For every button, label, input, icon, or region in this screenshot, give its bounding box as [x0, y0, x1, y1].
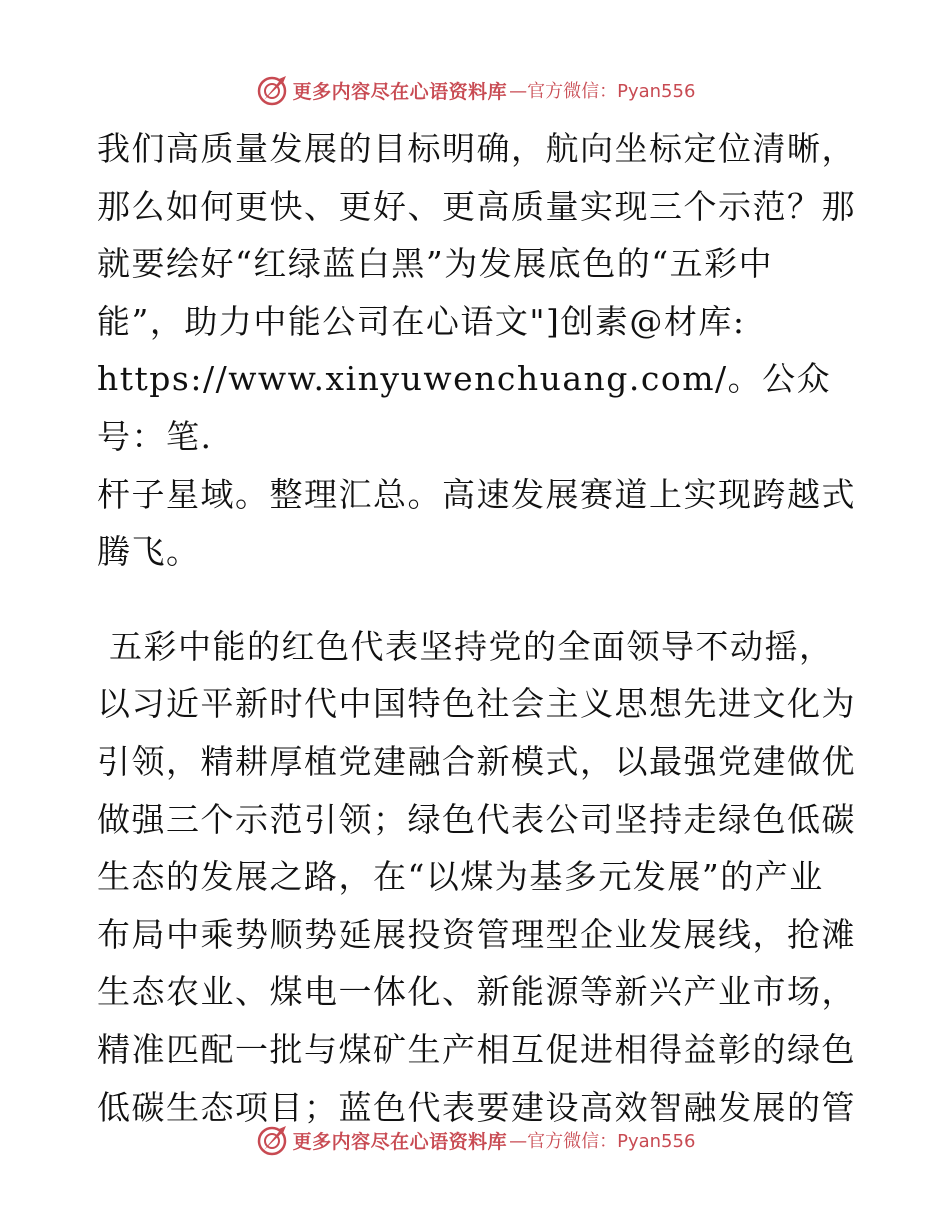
quill-logo-icon — [255, 73, 289, 107]
watermark-site-name: 更多内容尽在心语资料库 — [292, 1130, 508, 1153]
paragraph-1: 我们高质量发展的目标明确，航向坐标定位清晰， 那么如何更快、更好、更高质量实现三个示范？那 就要绘好“红绿蓝白黑”为发展底色的“五彩中 能”，助力中能公司在心语文"]创素@材库: https://www.xinyuwenchuang.com/。公众号：笔. 杆子星域。整理汇总。高速发展赛道上实现跨越式 腾飞。 — [97, 129, 856, 572]
paragraph-2: 五彩中能的红色代表坚持党的全面领导不动摇， 以习近平新时代中国特色社会主义思想先进文化为 引领，精耕厚植党建融合新模式，以最强党建做优 做强三个示范引领；绿色代表公司坚持走绿色低碳 生态的发展之路，在“以煤为基多元发展”的产业 布局中乘势顺势延展投资管理型企业发展线，抢滩 生态农业、煤电一体化、新能源等新兴产业市场， 精准匹配一批与煤矿生产相互促进相得益彰的绿色 低碳生态项目；蓝色代表要建设高效智融发展的管 — [97, 626, 856, 1127]
watermark-site-name: 更多内容尽在心语资料库 — [292, 80, 508, 103]
footer-watermark-banner — [0, 1120, 950, 1160]
header-watermark-banner — [0, 70, 950, 110]
watermark-contact: —官方微信：Pyan556 — [509, 1131, 696, 1152]
document-body — [97, 120, 857, 1136]
quill-logo-icon — [255, 1123, 289, 1157]
watermark-contact: —官方微信：Pyan556 — [509, 81, 696, 102]
